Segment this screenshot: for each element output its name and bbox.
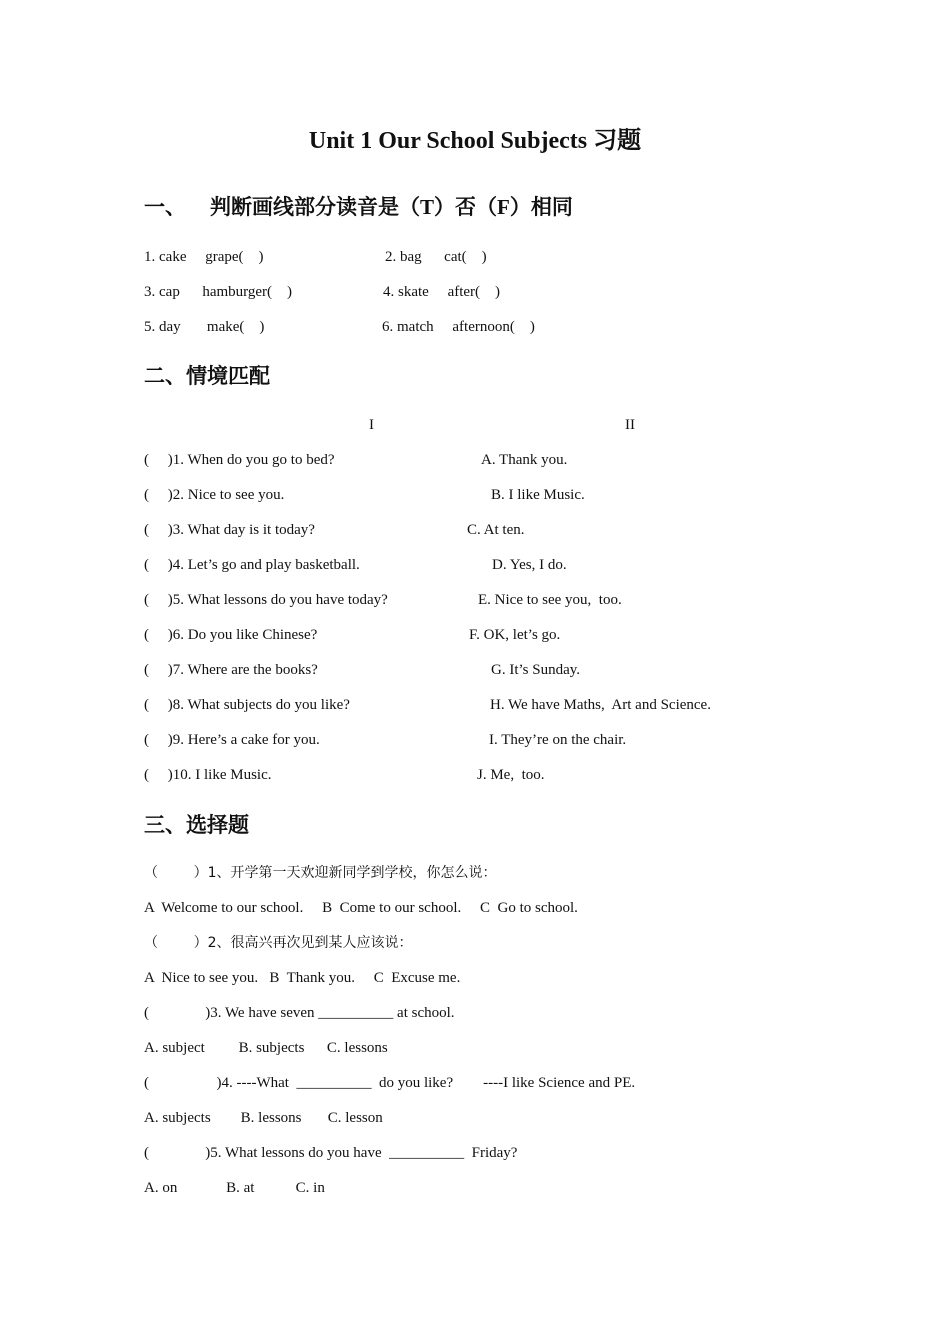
section2-heading: 二、情境匹配 xyxy=(144,364,270,388)
match-answer: G. It’s Sunday. xyxy=(491,662,581,678)
section1-heading: 判断画线部分读音是（T）否（F）相同 xyxy=(210,195,573,219)
match-question: ( )2. Nice to see you. xyxy=(144,487,285,503)
section1-number: 一、 xyxy=(144,195,186,219)
match-answer: H. We have Maths, Art and Science. xyxy=(490,697,711,713)
column-label-1: I xyxy=(369,417,374,433)
column-label-2: II xyxy=(625,417,635,433)
match-question: ( )8. What subjects do you like? xyxy=(144,697,350,713)
match-answer: A. Thank you. xyxy=(481,452,568,468)
choice-options-1: A Welcome to our school. B Come to our school. C Go to school. xyxy=(144,900,578,916)
section3-heading: 三、选择题 xyxy=(144,813,249,837)
s1-item-4: 4. skate after( ) xyxy=(383,284,501,300)
choice-question-2: （ ）2、很高兴再次见到某人应该说： xyxy=(144,935,413,951)
match-question: ( )10. I like Music. xyxy=(144,767,272,783)
s1-item-6: 6. match afternoon( ) xyxy=(382,319,535,335)
match-question: ( )3. What day is it today? xyxy=(144,522,315,538)
choice-options-5: A. on B. at C. in xyxy=(144,1180,325,1196)
choice-question-1: （ ）1、开学第一天欢迎新同学到学校，你怎么说： xyxy=(144,865,497,881)
s1-item-2: 2. bag cat( ) xyxy=(385,249,487,265)
match-question: ( )9. Here’s a cake for you. xyxy=(144,732,320,748)
choice-question-5: ( )5. What lessons do you have __________ Friday? xyxy=(144,1145,518,1161)
match-question: ( )6. Do you like Chinese? xyxy=(144,627,318,643)
s1-item-5: 5. day make( ) xyxy=(144,319,265,335)
match-question: ( )7. Where are the books? xyxy=(144,662,318,678)
s1-item-3: 3. cap hamburger( ) xyxy=(144,284,293,300)
match-answer: I. They’re on the chair. xyxy=(489,732,627,748)
s1-item-1: 1. cake grape( ) xyxy=(144,249,264,265)
choice-options-4: A. subjects B. lessons C. lesson xyxy=(144,1110,383,1126)
match-question: ( )1. When do you go to bed? xyxy=(144,452,335,468)
match-question: ( )4. Let’s go and play basketball. xyxy=(144,557,360,573)
match-answer: C. At ten. xyxy=(467,522,525,538)
page-title: Unit 1 Our School Subjects 习题 xyxy=(308,128,642,154)
match-answer: E. Nice to see you, too. xyxy=(478,592,622,608)
match-answer: J. Me, too. xyxy=(477,767,545,783)
choice-options-2: A Nice to see you. B Thank you. C Excuse me. xyxy=(144,970,461,986)
match-question: ( )5. What lessons do you have today? xyxy=(144,592,388,608)
choice-question-4: ( )4. ----What __________ do you like? ----I like Science and PE. xyxy=(144,1075,636,1091)
match-answer: B. I like Music. xyxy=(491,487,585,503)
match-answer: D. Yes, I do. xyxy=(492,557,567,573)
match-answer: F. OK, let’s go. xyxy=(469,627,561,643)
choice-question-3: ( )3. We have seven __________ at school. xyxy=(144,1005,455,1021)
choice-options-3: A. subject B. subjects C. lessons xyxy=(144,1040,388,1056)
